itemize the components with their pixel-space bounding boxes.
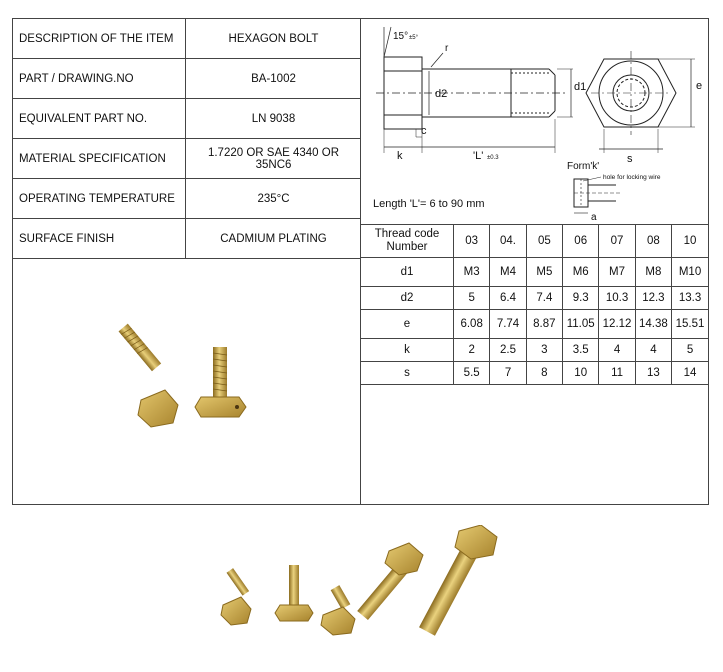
dims-cell: 7.74 (490, 310, 526, 339)
spec-panel (13, 19, 361, 504)
thread-code: 06 (563, 224, 599, 258)
dims-header-label: Thread code Number (361, 224, 454, 258)
dims-row (361, 339, 708, 362)
dimensions-table (361, 224, 708, 385)
length-tolerance: ±0.3 (487, 155, 499, 161)
dims-cell: 12.12 (599, 310, 635, 339)
dims-cell: 5.5 (454, 362, 490, 385)
length-label: 'L' (473, 150, 484, 162)
dims-row-label: e (361, 310, 454, 339)
dims-cell: 13 (635, 362, 671, 385)
technical-drawing (361, 19, 708, 225)
dims-cell: M6 (563, 258, 599, 287)
s-label: s (627, 153, 633, 165)
spec-row (13, 219, 361, 259)
thread-code: 05 (526, 224, 562, 258)
dims-cell: 15.51 (672, 310, 708, 339)
dims-cell: 4 (635, 339, 671, 362)
spec-table (13, 19, 361, 259)
spec-row (13, 19, 361, 59)
c-label: c (421, 125, 427, 137)
dims-row-label: s (361, 362, 454, 385)
bolt-technical-drawing (361, 19, 708, 224)
thread-code: 08 (635, 224, 671, 258)
dims-row (361, 362, 708, 385)
dims-cell: 6.08 (454, 310, 490, 339)
form-k-label: Form'k' (567, 161, 600, 172)
dims-cell: M3 (454, 258, 490, 287)
spec-label: MATERIAL SPECIFICATION (13, 139, 186, 179)
spec-value: 235°C (186, 179, 362, 219)
dims-cell: 4 (599, 339, 635, 362)
thread-code: 04. (490, 224, 526, 258)
bolt-family-image (205, 525, 525, 645)
dims-cell: 3.5 (563, 339, 599, 362)
d2-label: d2 (435, 88, 448, 100)
dims-cell: M4 (490, 258, 526, 287)
dims-row (361, 287, 708, 310)
thread-code: 10 (672, 224, 708, 258)
dims-header-row (361, 224, 708, 258)
dims-cell: 5 (672, 339, 708, 362)
dims-cell: 7.4 (526, 287, 562, 310)
dims-cell: 11 (599, 362, 635, 385)
bolt-photo-pair-image (13, 255, 360, 505)
thread-code: 07 (599, 224, 635, 258)
dims-cell: 14 (672, 362, 708, 385)
dims-cell: M5 (526, 258, 562, 287)
k-label: k (397, 150, 403, 162)
bolt-family-photo (205, 525, 525, 645)
dims-cell: 14.38 (635, 310, 671, 339)
dims-cell: M8 (635, 258, 671, 287)
dims-cell: 12.3 (635, 287, 671, 310)
spec-sheet (12, 18, 709, 505)
spec-row (13, 139, 361, 179)
dims-cell: 10.3 (599, 287, 635, 310)
spec-value: BA-1002 (186, 59, 362, 99)
spec-label: DESCRIPTION OF THE ITEM (13, 19, 186, 59)
spec-value: LN 9038 (186, 99, 362, 139)
drawing-panel (361, 19, 708, 504)
dims-cell: 11.05 (563, 310, 599, 339)
spec-label: PART / DRAWING.NO (13, 59, 186, 99)
dims-cell: M7 (599, 258, 635, 287)
d1-label: d1 (574, 81, 587, 93)
dims-cell: M10 (672, 258, 708, 287)
dims-row (361, 258, 708, 287)
dims-row-label: d1 (361, 258, 454, 287)
dims-cell: 3 (526, 339, 562, 362)
dims-cell: 5 (454, 287, 490, 310)
dims-cell: 10 (563, 362, 599, 385)
dims-row (361, 310, 708, 339)
spec-label: EQUIVALENT PART NO. (13, 99, 186, 139)
dims-cell: 8.87 (526, 310, 562, 339)
dims-cell: 9.3 (563, 287, 599, 310)
angle-tolerance: ±5° (409, 35, 419, 41)
dims-row-label: d2 (361, 287, 454, 310)
dims-cell: 8 (526, 362, 562, 385)
spec-value: HEXAGON BOLT (186, 19, 362, 59)
spec-row (13, 59, 361, 99)
dims-cell: 7 (490, 362, 526, 385)
angle-label: 15° (393, 31, 409, 42)
spec-value: 1.7220 OR SAE 4340 OR 35NC6 (186, 139, 362, 179)
spec-value: CADMIUM PLATING (186, 219, 362, 259)
dims-cell: 2 (454, 339, 490, 362)
thread-code: 03 (454, 224, 490, 258)
radius-label: r (445, 43, 449, 54)
dims-cell: 13.3 (672, 287, 708, 310)
dims-cell: 6.4 (490, 287, 526, 310)
spec-row (13, 179, 361, 219)
spec-label: SURFACE FINISH (13, 219, 186, 259)
dims-cell: 2.5 (490, 339, 526, 362)
spec-row (13, 99, 361, 139)
length-range-note: Length 'L'= 6 to 90 mm (373, 198, 485, 210)
dims-row-label: k (361, 339, 454, 362)
bolt-photo-pair (13, 255, 360, 505)
spec-label: OPERATING TEMPERATURE (13, 179, 186, 219)
hole-note: hole for locking wire (603, 174, 661, 181)
e-label: e (696, 80, 703, 92)
a-label: a (591, 212, 597, 223)
